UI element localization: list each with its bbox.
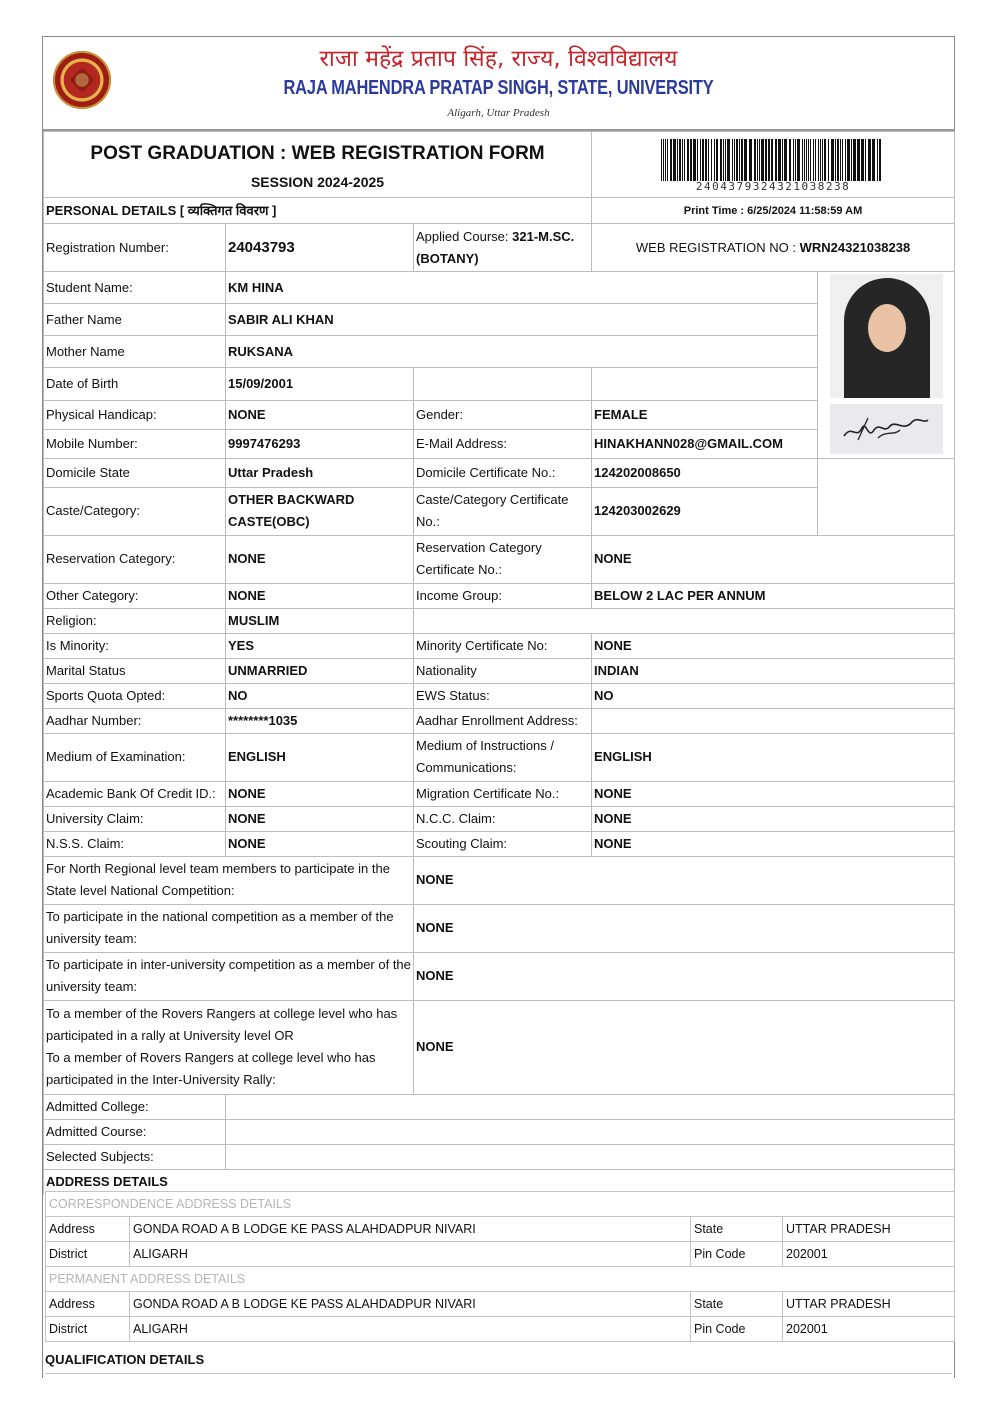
medium-exam-value: ENGLISH <box>226 733 414 781</box>
ncc-claim-label: N.C.C. Claim: <box>414 806 592 831</box>
permanent-address-value: GONDA ROAD A B LODGE KE PASS ALAHDADPUR NIVARI <box>130 1292 691 1317</box>
migration-cert-value: NONE <box>592 781 955 806</box>
competition-value: NONE <box>414 1000 955 1094</box>
state-label: State <box>691 1217 783 1242</box>
competition-label: To participate in the national competition as a member of the university team: <box>44 904 414 952</box>
email-label: E-Mail Address: <box>414 429 592 458</box>
applied-course-label: Applied Course: <box>416 228 509 244</box>
university-header <box>43 37 954 131</box>
university-name-english: RAJA MAHENDRA PRATAP SINGH, STATE, UNIVERSITY <box>283 77 714 99</box>
other-category-label: Other Category: <box>44 583 226 608</box>
permanent-address-heading: PERMANENT ADDRESS DETAILS <box>46 1267 955 1292</box>
caste-cert-label: Caste/Category Certificate No.: <box>414 487 592 535</box>
permanent-pin-value: 202001 <box>783 1317 955 1342</box>
empty-cell <box>592 368 818 400</box>
competition-label: For North Regional level team members to participate in the State level National Competition: <box>44 856 414 904</box>
physical-handicap-label: Physical Handicap: <box>44 400 226 429</box>
barcode-cell <box>592 132 955 198</box>
medium-instructions-label: Medium of Instructions / Communications: <box>414 733 592 781</box>
rovers-rally-label-1: To a member of the Rovers Rangers at college level who has participated in a rally at University level OR <box>46 1006 398 1043</box>
minority-cert-value: NONE <box>592 633 955 658</box>
aadhar-number-value: ********1035 <box>226 708 414 733</box>
other-category-value: NONE <box>226 583 414 608</box>
registration-form-page <box>42 36 955 1378</box>
form-title-cell <box>44 132 592 198</box>
mobile-value: 9997476293 <box>226 429 414 458</box>
father-name-value: SABIR ALI KHAN <box>226 304 818 336</box>
barcode-number: 240437932432103823​8 <box>695 179 851 193</box>
pin-code-label: Pin Code <box>691 1242 783 1267</box>
signature-cell <box>818 400 955 458</box>
empty-cell <box>414 608 955 633</box>
mother-name-value: RUKSANA <box>226 336 818 368</box>
address-label: Address <box>46 1292 130 1317</box>
competition-label: To participate in inter-university competition as a member of the university team: <box>44 952 414 1000</box>
medium-exam-label: Medium of Examination: <box>44 733 226 781</box>
applied-course-value: 321-M.SC. (BOTANY) <box>416 228 575 266</box>
mother-name-label: Mother Name <box>44 336 226 368</box>
state-label: State <box>691 1292 783 1317</box>
marital-status-value: UNMARRIED <box>226 658 414 683</box>
caste-cert-value: 124203002629 <box>592 487 818 535</box>
permanent-district-value: ALIGARH <box>130 1317 691 1342</box>
correspondence-pin-value: 202001 <box>783 1242 955 1267</box>
competition-value: NONE <box>414 904 955 952</box>
form-title: POST GRADUATION : WEB REGISTRATION FORM <box>90 142 545 164</box>
nationality-label: Nationality <box>414 658 592 683</box>
minority-value: YES <box>226 633 414 658</box>
domicile-state-label: Domicile State <box>44 458 226 487</box>
reservation-cert-value: NONE <box>592 535 955 583</box>
university-claim-label: University Claim: <box>44 806 226 831</box>
aadhar-number-label: Aadhar Number: <box>44 708 226 733</box>
scouting-claim-label: Scouting Claim: <box>414 831 592 856</box>
ews-status-value: NO <box>592 683 955 708</box>
email-value: HINAKHANN028@GMAIL.COM <box>592 429 818 458</box>
reservation-label: Reservation Category: <box>44 535 226 583</box>
district-label: District <box>46 1317 130 1342</box>
domicile-cert-value: 124202008650 <box>592 458 818 487</box>
gender-value: FEMALE <box>592 400 818 429</box>
sports-quota-label: Sports Quota Opted: <box>44 683 226 708</box>
father-name-label: Father Name <box>44 304 226 336</box>
religion-label: Religion: <box>44 608 226 633</box>
correspondence-address-value: GONDA ROAD A B LODGE KE PASS ALAHDADPUR NIVARI <box>130 1217 691 1242</box>
form-session: SESSION 2024-2025 <box>250 173 385 190</box>
competition-value: NONE <box>414 856 955 904</box>
barcode-icon <box>661 139 885 181</box>
nss-claim-label: N.S.S. Claim: <box>44 831 226 856</box>
correspondence-district-value: ALIGARH <box>130 1242 691 1267</box>
print-time: Print Time : 6/25/2024 11:58:59 AM <box>592 198 955 224</box>
gender-label: Gender: <box>414 400 592 429</box>
minority-cert-label: Minority Certificate No: <box>414 633 592 658</box>
web-registration-cell <box>592 224 955 272</box>
abc-id-label: Academic Bank Of Credit ID.: <box>44 781 226 806</box>
dob-label: Date of Birth <box>44 368 226 400</box>
selected-subjects-label: Selected Subjects: <box>44 1144 226 1169</box>
qualification-details-heading: QUALIFICATION DETAILS <box>45 1347 952 1374</box>
caste-value: OTHER BACKWARD CASTE(OBC) <box>226 487 414 535</box>
empty-cell <box>818 458 955 535</box>
web-registration-label: WEB REGISTRATION NO : <box>635 239 796 255</box>
student-name-value: KM HINA <box>226 272 818 304</box>
correspondence-address-table <box>45 1191 955 1342</box>
competition-value: NONE <box>414 952 955 1000</box>
ews-status-label: EWS Status: <box>414 683 592 708</box>
university-location: Aligarh, Uttar Pradesh <box>447 107 550 119</box>
personal-details-heading: PERSONAL DETAILS [ व्यक्तिगत विवरण ] <box>44 198 592 224</box>
marital-status-label: Marital Status <box>44 658 226 683</box>
student-name-label: Student Name: <box>44 272 226 304</box>
admitted-college-label: Admitted College: <box>44 1094 226 1119</box>
reservation-value: NONE <box>226 535 414 583</box>
domicile-cert-label: Domicile Certificate No.: <box>414 458 592 487</box>
nss-claim-value: NONE <box>226 831 414 856</box>
student-signature <box>830 404 943 454</box>
registration-number-label: Registration Number: <box>44 224 226 272</box>
religion-value: MUSLIM <box>226 608 414 633</box>
web-registration-value: WRN24321038238 <box>799 239 911 255</box>
student-photo <box>830 274 943 398</box>
rovers-rally-label-2: To a member of Rovers Rangers at college level who has participated in the Inter-University Rally: <box>46 1050 376 1087</box>
university-claim-value: NONE <box>226 806 414 831</box>
caste-label: Caste/Category: <box>44 487 226 535</box>
address-label: Address <box>46 1217 130 1242</box>
competition-label <box>44 1000 414 1094</box>
registration-number-value: 24043793 <box>226 224 414 272</box>
medium-instructions-value: ENGLISH <box>592 733 955 781</box>
university-name-hindi: राजा महेंद्र प्रताप सिंह, राज्य, विश्वविद्यालय <box>319 46 678 72</box>
admitted-course-label: Admitted Course: <box>44 1119 226 1144</box>
ncc-claim-value: NONE <box>592 806 955 831</box>
physical-handicap-value: NONE <box>226 400 414 429</box>
admitted-course-value <box>226 1119 955 1144</box>
personal-details-table <box>43 131 955 1195</box>
photo-cell <box>818 272 955 401</box>
domicile-state-value: Uttar Pradesh <box>226 458 414 487</box>
abc-id-value: NONE <box>226 781 414 806</box>
pin-code-label: Pin Code <box>691 1317 783 1342</box>
migration-cert-label: Migration Certificate No.: <box>414 781 592 806</box>
applied-course-cell <box>414 224 592 272</box>
permanent-state-value: UTTAR PRADESH <box>783 1292 955 1317</box>
mobile-label: Mobile Number: <box>44 429 226 458</box>
dob-value: 15/09/2001 <box>226 368 414 400</box>
district-label: District <box>46 1242 130 1267</box>
correspondence-address-heading: CORRESPONDENCE ADDRESS DETAILS <box>46 1192 955 1217</box>
correspondence-state-value: UTTAR PRADESH <box>783 1217 955 1242</box>
aadhar-address-label: Aadhar Enrollment Address: <box>414 708 592 733</box>
address-details-heading: ADDRESS DETAILS <box>44 1169 955 1195</box>
minority-label: Is Minority: <box>44 633 226 658</box>
selected-subjects-value <box>226 1144 955 1169</box>
admitted-college-value <box>226 1094 955 1119</box>
income-group-value: BELOW 2 LAC PER ANNUM <box>592 583 955 608</box>
income-group-label: Income Group: <box>414 583 592 608</box>
reservation-cert-label: Reservation Category Certificate No.: <box>414 535 592 583</box>
aadhar-address-value <box>592 708 955 733</box>
scouting-claim-value: NONE <box>592 831 955 856</box>
empty-cell <box>414 368 592 400</box>
nationality-value: INDIAN <box>592 658 955 683</box>
sports-quota-value: NO <box>226 683 414 708</box>
